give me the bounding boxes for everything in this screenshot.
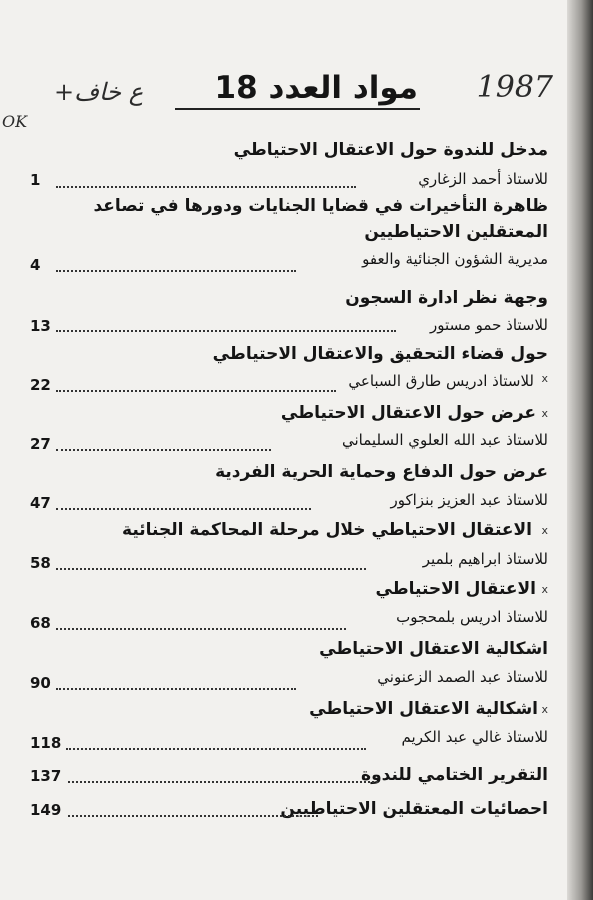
toc-entry-page: 90: [30, 674, 51, 692]
toc-leader-dots: [66, 748, 366, 750]
toc-entry-mark: x: [541, 703, 548, 716]
toc-entry-page: 68: [30, 614, 51, 632]
toc-entry-page: 118: [30, 734, 62, 752]
toc-entry-page: 1: [30, 171, 41, 189]
toc-entry-page: 149: [30, 801, 62, 819]
toc-entry-title: وجهة نظر ادارة السجون: [345, 288, 548, 308]
toc-entry-title: اشكالية الاعتقال الاحتياطي: [309, 699, 538, 719]
toc-entry-page: 27: [30, 435, 51, 453]
toc-leader-dots: [68, 815, 318, 817]
toc-entry-author: للاستاذ ابراهيم بلمير: [422, 550, 548, 568]
page-title: مواد العدد 18: [214, 70, 418, 106]
toc-entry-title: حول قضاء التحقيق والاعتقال الاحتياطي: [212, 344, 548, 364]
toc-entry-page: 58: [30, 554, 51, 572]
toc-leader-dots: [56, 449, 271, 451]
toc-entry-page: 4: [30, 256, 41, 274]
toc-entry-mark: x: [541, 407, 548, 420]
toc-entry-page: 137: [30, 767, 62, 785]
toc-leader-dots: [56, 688, 296, 690]
toc-entry-title: الاعتقال الاحتياطي خلال مرحلة المحاكمة الجنائية: [122, 520, 532, 540]
toc-entry: [30, 799, 548, 823]
toc-entry-page: 22: [30, 376, 51, 394]
toc-entry-author: للاستاذ عبد الصمد الزعنوني: [377, 668, 548, 686]
toc-leader-dots: [68, 781, 378, 783]
title-underline: [175, 108, 420, 110]
toc-entry-title: مدخل للندوة حول الاعتقال الاحتياطي: [233, 140, 548, 160]
handwritten-suffix: +ع خاف: [54, 78, 144, 106]
toc-entry: [30, 196, 548, 276]
toc-entry-author: للاستاذ عبد العزيز بنزاكور: [390, 491, 548, 509]
toc-entry: [30, 462, 548, 512]
toc-entry-author: للاستاذ حمو مستور: [429, 316, 548, 334]
toc-entry-title: الاعتقال الاحتياطي: [375, 579, 536, 599]
handwritten-ok: OK: [2, 112, 28, 131]
toc-leader-dots: [56, 628, 346, 630]
toc-entry-title: اشكالية الاعتقال الاحتياطي: [319, 639, 548, 659]
toc-entry-title: ظاهرة التأخيرات في قضايا الجنايات ودورها في تصاعد: [93, 196, 548, 216]
toc-entry: [30, 140, 548, 190]
toc-entry-author: للاستاذ أحمد الزغاري: [418, 170, 548, 188]
toc-leader-dots: [56, 508, 311, 510]
toc-entry-author: للاستاذ عبد الله العلوي السليماني: [342, 431, 548, 449]
toc-entry: [30, 520, 548, 575]
toc-entry: [30, 699, 548, 754]
page-edge-shadow: [567, 0, 593, 900]
toc-leader-dots: [56, 270, 296, 272]
toc-leader-dots: [56, 390, 336, 392]
toc-entry-title-line2: المعتقلين الاحتياطيين: [364, 222, 548, 242]
toc-leader-dots: [56, 330, 396, 332]
toc-entry-page: 13: [30, 317, 51, 335]
toc-entry-title: التقرير الختامي للندوة: [361, 765, 548, 785]
toc-entry-title: احصائيات المعتقلين الاحتياطيين: [280, 799, 548, 819]
toc-entry-author: للاستاذ ادريس طارق السباعي: [348, 372, 534, 390]
toc-entry-title: عرض حول الاعتقال الاحتياطي: [280, 403, 536, 423]
toc-entry-title: عرض حول الدفاع وحماية الحرية الفردية: [215, 462, 548, 482]
toc-leader-dots: [56, 186, 356, 188]
toc-entry: [30, 765, 548, 789]
toc-leader-dots: [56, 568, 366, 570]
toc-entry: [30, 344, 548, 394]
toc-entry-author: مديرية الشؤون الجنائية والعفو: [362, 250, 548, 268]
toc-entry: [30, 288, 548, 338]
toc-entry-page: 47: [30, 494, 51, 512]
toc-entry-author: للاستاذ غالي عبد الكريم: [401, 728, 548, 746]
toc-entry: [30, 579, 548, 634]
toc-entry-mark: x: [541, 583, 548, 596]
toc-entry-author: للاستاذ ادريس بلمحجوب: [396, 608, 548, 626]
handwritten-year: 1987: [476, 70, 553, 105]
toc-entry-mark: x: [541, 524, 548, 537]
toc-entry-mark: x: [541, 372, 548, 385]
toc-entry: [30, 639, 548, 694]
toc-entry: [30, 403, 548, 453]
